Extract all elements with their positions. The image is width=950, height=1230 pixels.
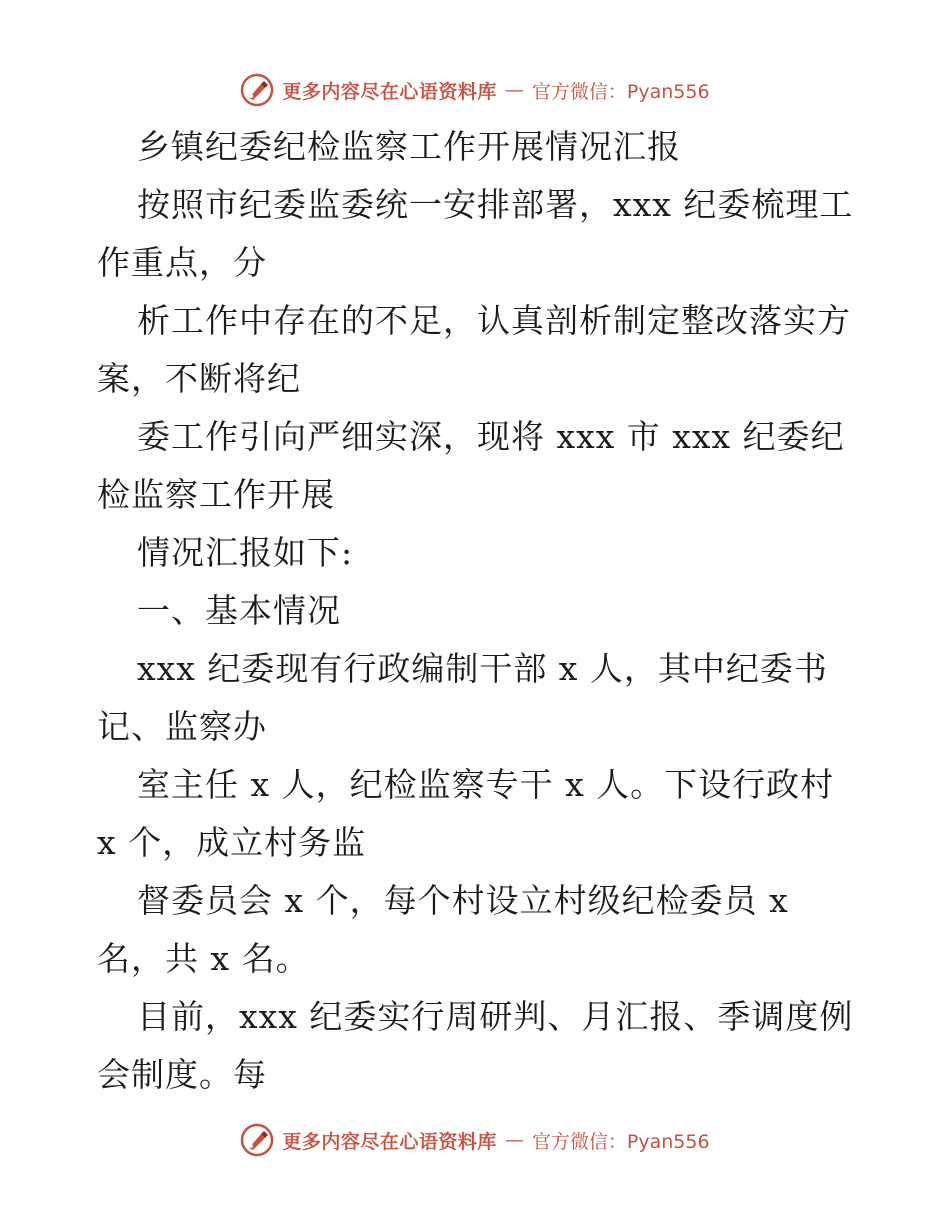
document-line: 情况汇报如下: — [137, 533, 354, 572]
document-line: 委工作引向严细实深，现将 xxx 市 xxx 纪委纪 — [137, 417, 845, 456]
document-line: 目前，xxx 纪委实行周研判、月汇报、季调度例 — [137, 997, 854, 1036]
document-line: 会制度。每 — [97, 1055, 267, 1094]
document-line: x 个，成立村务监 — [97, 823, 367, 862]
watermark-separator: — — [504, 79, 524, 101]
document-line: 一、基本情况 — [137, 591, 341, 630]
document-body — [97, 118, 857, 1104]
watermark-text: 更多内容尽在心语资料库 — [282, 80, 497, 103]
document-line: 室主任 x 人，纪检监察专干 x 人。下设行政村 — [137, 765, 835, 804]
pen-logo-icon — [240, 1123, 274, 1157]
document-line: 作重点，分 — [97, 243, 267, 282]
document-line: 案，不断将纪 — [97, 359, 301, 398]
document-line: 检监察工作开展 — [97, 475, 335, 514]
watermark-header — [0, 68, 950, 112]
document-line: xxx 纪委现有行政编制干部 x 人，其中纪委书 — [137, 649, 828, 688]
document-line: 按照市纪委监委统一安排部署，xxx 纪委梳理工 — [137, 185, 854, 224]
document-line: 析工作中存在的不足，认真剖析制定整改落实方 — [137, 301, 851, 340]
watermark-account: 官方微信：Pyan556 — [531, 1130, 710, 1153]
document-line: 乡镇纪委纪检监察工作开展情况汇报 — [137, 127, 681, 166]
document-line: 名，共 x 名。 — [97, 939, 310, 978]
pen-logo-icon — [240, 73, 274, 107]
watermark-separator: — — [504, 1129, 524, 1151]
watermark-text: 更多内容尽在心语资料库 — [282, 1130, 497, 1153]
watermark-account: 官方微信：Pyan556 — [531, 80, 710, 103]
document-line: 督委员会 x 个，每个村设立村级纪检委员 x — [137, 881, 789, 920]
document-line: 记、监察办 — [97, 707, 267, 746]
watermark-footer — [0, 1118, 950, 1162]
